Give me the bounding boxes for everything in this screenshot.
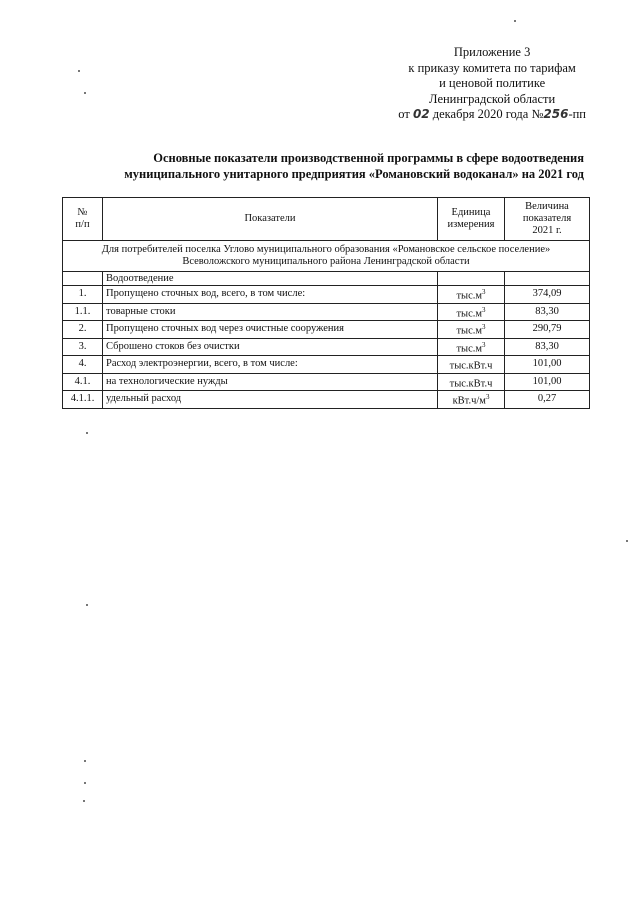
unit-text: тыс.м bbox=[456, 325, 483, 337]
row-number bbox=[63, 272, 103, 286]
header-num bbox=[63, 198, 103, 241]
row-indicator-name: Расход электроэнергии, всего, в том числе: bbox=[103, 356, 438, 374]
unit-text: тыс.м bbox=[456, 343, 483, 354]
order-date-line bbox=[398, 107, 586, 123]
row-indicator-name: Пропущено сточных вод, всего, в том числе: bbox=[103, 286, 438, 304]
row-value: 83,30 bbox=[505, 338, 590, 356]
table-row bbox=[63, 338, 590, 356]
scan-speck bbox=[86, 432, 88, 434]
scan-speck bbox=[626, 540, 628, 542]
row-number: 1. bbox=[63, 286, 103, 304]
row-number: 4.1. bbox=[63, 373, 103, 391]
header-value bbox=[505, 198, 590, 241]
indicators-table bbox=[62, 197, 590, 409]
scan-speck bbox=[84, 760, 86, 762]
row-unit bbox=[438, 338, 505, 356]
row-unit bbox=[438, 373, 505, 391]
unit-text: тыс.м bbox=[456, 308, 483, 319]
header-num-line-1: № bbox=[77, 207, 88, 218]
row-unit bbox=[438, 321, 505, 339]
row-value: 0,27 bbox=[505, 391, 590, 409]
table-row bbox=[63, 373, 590, 391]
scan-speck bbox=[86, 604, 88, 606]
table-row bbox=[63, 286, 590, 304]
unit-superscript: 3 bbox=[482, 323, 486, 331]
unit-superscript: 3 bbox=[482, 340, 486, 349]
table-row bbox=[63, 356, 590, 374]
row-value: 101,00 bbox=[505, 356, 590, 374]
row-value: 101,00 bbox=[505, 373, 590, 391]
row-value: 374,09 bbox=[505, 286, 590, 304]
header-unit bbox=[438, 198, 505, 241]
order-suffix: -пп bbox=[568, 107, 586, 121]
unit-superscript: 3 bbox=[485, 393, 490, 401]
scan-speck bbox=[84, 92, 86, 94]
row-indicator-name: на технологические нужды bbox=[103, 373, 438, 391]
unit-text: тыс.м bbox=[456, 290, 483, 302]
row-number: 1.1. bbox=[63, 303, 103, 321]
header-value-line-2: показателя bbox=[522, 213, 572, 224]
date-middle: декабря 2020 года № bbox=[432, 107, 544, 121]
document-title bbox=[90, 150, 584, 182]
unit-text: тыс.кВт.ч bbox=[449, 360, 493, 372]
table-row bbox=[63, 272, 590, 286]
row-number: 3. bbox=[63, 338, 103, 356]
table-row bbox=[63, 391, 590, 409]
row-indicator-name: удельный расход bbox=[103, 391, 438, 409]
table-header-row bbox=[63, 198, 590, 241]
row-indicator-name: товарные стоки bbox=[103, 303, 438, 321]
row-indicator-name: Пропущено сточных вод через очистные сооружения bbox=[103, 321, 438, 339]
title-line-2: муниципального унитарного предприятия «Романовский водоканал» на 2021 год bbox=[124, 167, 584, 181]
handwritten-day: 02 bbox=[412, 107, 430, 121]
handwritten-order-number: 256 bbox=[543, 107, 569, 121]
row-unit bbox=[438, 356, 505, 374]
header-value-line-3: 2021 г. bbox=[532, 225, 562, 236]
consumer-group-cell bbox=[63, 241, 590, 272]
unit-superscript: 3 bbox=[482, 288, 486, 296]
header-name: Показатели bbox=[103, 198, 438, 241]
unit-text: кВт.ч/м bbox=[452, 395, 486, 407]
row-unit bbox=[438, 303, 505, 321]
row-unit bbox=[438, 391, 505, 409]
header-unit-line-2: измерения bbox=[447, 219, 495, 230]
group-line-1: Для потребителей поселка Углово муниципального образования «Романовское сельское поселение» bbox=[101, 244, 551, 255]
row-value: 83,30 bbox=[505, 303, 590, 321]
table-row bbox=[63, 303, 590, 321]
row-unit bbox=[438, 272, 505, 286]
scan-speck bbox=[514, 20, 516, 22]
row-number: 2. bbox=[63, 321, 103, 339]
date-prefix: от bbox=[398, 107, 410, 121]
group-line-2: Всеволожского муниципального района Ленинградской области bbox=[182, 256, 470, 267]
row-value: 290,79 bbox=[505, 321, 590, 339]
consumer-group-row bbox=[63, 241, 590, 272]
scan-speck bbox=[78, 70, 80, 72]
scan-speck bbox=[83, 800, 85, 802]
row-value bbox=[505, 272, 590, 286]
row-unit bbox=[438, 286, 505, 304]
row-number: 4.1.1. bbox=[63, 391, 103, 409]
row-indicator-name: Водоотведение bbox=[103, 272, 438, 286]
table-row bbox=[63, 321, 590, 339]
row-indicator-name: Сброшено стоков без очистки bbox=[103, 338, 438, 356]
header-num-line-2: п/п bbox=[75, 219, 90, 230]
region-label: Ленинградской области bbox=[429, 91, 556, 106]
unit-text: тыс.кВт.ч bbox=[449, 378, 493, 389]
order-reference-cont: и ценовой политике bbox=[439, 76, 546, 90]
scan-speck bbox=[84, 782, 86, 784]
header-unit-line-1: Единица bbox=[451, 207, 491, 218]
header-value-line-1: Величина bbox=[525, 201, 569, 212]
order-reference: к приказу комитета по тарифам bbox=[408, 60, 576, 75]
title-line-1: Основные показатели производственной программы в сфере водоотведения bbox=[153, 151, 584, 165]
unit-superscript: 3 bbox=[482, 305, 486, 314]
appendix-label: Приложение 3 bbox=[453, 45, 531, 59]
row-number: 4. bbox=[63, 356, 103, 374]
appendix-header bbox=[398, 45, 586, 123]
